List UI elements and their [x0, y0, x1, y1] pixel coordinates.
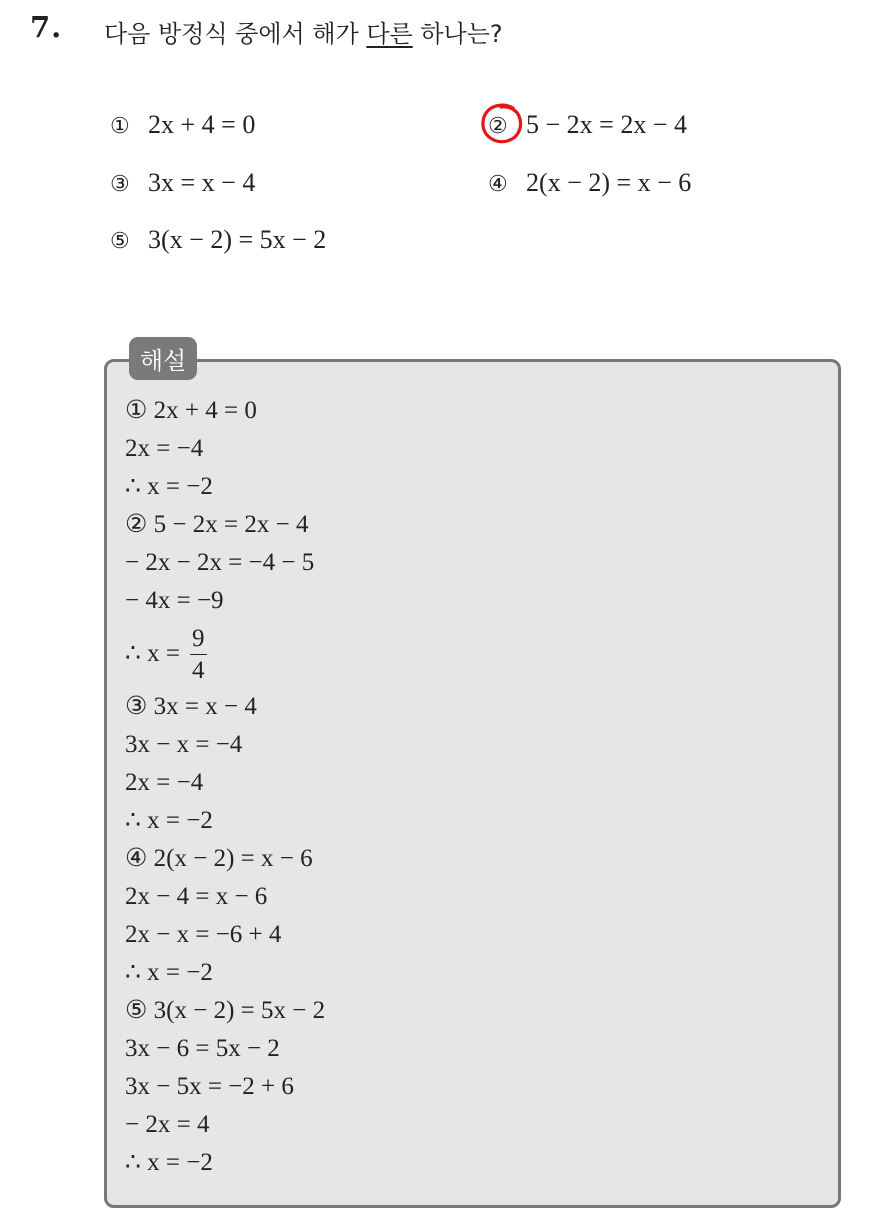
solution-line: ③ 3x = x − 4: [125, 693, 257, 720]
choice-marker: ③: [110, 172, 130, 197]
question-text: [104, 14, 503, 49]
choice-5[interactable]: [110, 225, 326, 255]
solution-line: 3x − 5x = −2 + 6: [125, 1073, 294, 1100]
solution-line: ④ 2(x − 2) = x − 6: [125, 845, 313, 872]
solution-line: 2x = −4: [125, 769, 204, 796]
solution-line: ∴ x = −2: [125, 959, 213, 986]
solution-line: − 2x = 4: [125, 1111, 210, 1138]
choice-equation: 5 − 2x = 2x − 4: [526, 110, 687, 139]
solution-line: ∴ x = −2: [125, 473, 213, 500]
choice-marker: ②: [488, 114, 508, 139]
solution-line: 3x − 6 = 5x − 2: [125, 1035, 280, 1062]
solution-line: ① 2x + 4 = 0: [125, 397, 257, 424]
solution-line: ∴ x = −2: [125, 807, 213, 834]
solution-line: ∴ x = −2: [125, 1149, 213, 1176]
question-text-underlined: 다른: [366, 20, 413, 48]
choice-marker: ④: [488, 172, 508, 197]
solution-line: 3x − x = −4: [125, 731, 243, 758]
solution-line: 2x = −4: [125, 435, 204, 462]
fraction: [190, 626, 207, 683]
fraction-numerator: 9: [190, 626, 207, 655]
choice-1[interactable]: [110, 110, 255, 140]
choice-equation: 3(x − 2) = 5x − 2: [148, 225, 327, 254]
choice-3[interactable]: [110, 168, 255, 198]
solution-lines: [125, 392, 725, 1182]
solution-label: 해설: [129, 337, 197, 380]
solution-line: 2x − 4 = x − 6: [125, 883, 268, 910]
choice-equation: 2(x − 2) = x − 6: [526, 168, 692, 197]
solution-line: ∴ x =: [125, 640, 181, 667]
choice-marker: ①: [110, 114, 130, 139]
solution-line: − 2x − 2x = −4 − 5: [125, 549, 315, 576]
choice-2[interactable]: [488, 110, 687, 140]
choice-marker: ⑤: [110, 229, 130, 254]
solution-line: ② 5 − 2x = 2x − 4: [125, 511, 309, 538]
fraction-denominator: 4: [192, 656, 205, 684]
question-text-before: 다음 방정식 중에서 해가: [104, 20, 367, 48]
solution-line: − 4x = −9: [125, 587, 224, 614]
question-number: 7.: [30, 10, 63, 44]
choice-equation: 3x = x − 4: [148, 168, 256, 197]
choice-4[interactable]: [488, 168, 691, 198]
choice-equation: 2x + 4 = 0: [148, 110, 256, 139]
question-text-after: 하나는?: [412, 20, 503, 48]
solution-line: 2x − x = −6 + 4: [125, 921, 282, 948]
solution-line-fraction: [125, 620, 725, 688]
solution-line: ⑤ 3(x − 2) = 5x − 2: [125, 997, 326, 1024]
